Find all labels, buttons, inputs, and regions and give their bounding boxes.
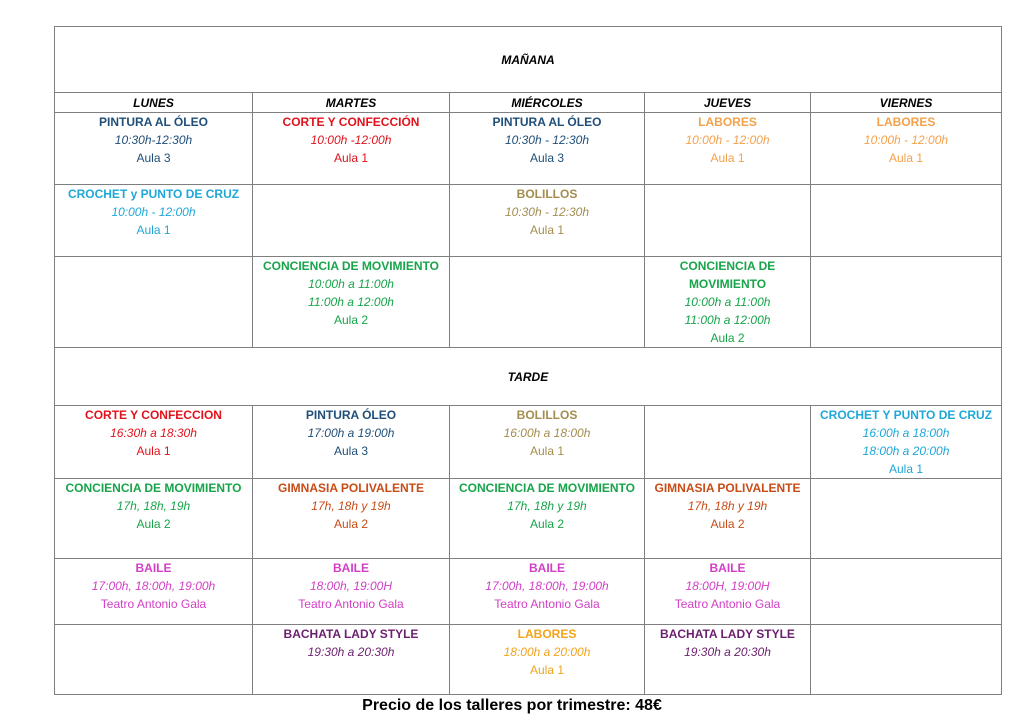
class-title: BACHATA LADY STYLE bbox=[660, 627, 795, 641]
class-title: GIMNASIA POLIVALENTE bbox=[654, 481, 801, 495]
class-cell bbox=[55, 113, 253, 185]
class-time: 16:30h a 18:30h bbox=[110, 426, 197, 440]
empty-cell bbox=[811, 625, 1002, 695]
class-title: PINTURA AL ÓLEO bbox=[99, 115, 208, 129]
empty-cell bbox=[811, 185, 1002, 257]
class-room: Teatro Antonio Gala bbox=[298, 597, 404, 611]
class-title: PINTURA ÓLEO bbox=[305, 408, 397, 422]
class-cell bbox=[55, 185, 253, 257]
afternoon-heading: TARDE bbox=[55, 348, 1002, 406]
class-room: Aula 1 bbox=[136, 223, 171, 237]
class-cell bbox=[450, 559, 645, 625]
class-time: 10:30h - 12:30h bbox=[504, 205, 590, 219]
class-time: 17h, 18h, 19h bbox=[116, 499, 191, 513]
day-header-row bbox=[55, 93, 1002, 113]
class-room: Aula 3 bbox=[333, 444, 369, 458]
class-cell bbox=[253, 479, 450, 559]
class-time: 11:00h a 12:00h bbox=[308, 295, 394, 309]
class-time: 10:00h -12:00h bbox=[310, 133, 392, 147]
class-room: Aula 1 bbox=[136, 444, 171, 458]
day-header: LUNES bbox=[55, 93, 253, 113]
class-time: 10:00h a 11:00h bbox=[684, 295, 771, 309]
class-cell bbox=[253, 406, 450, 479]
class-time: 17h, 18h y 19h bbox=[507, 499, 587, 513]
class-time: 17:00h a 19:00h bbox=[307, 426, 395, 440]
class-time: 19:30h a 20:30h bbox=[684, 645, 771, 659]
class-cell bbox=[645, 625, 811, 695]
class-room: Aula 2 bbox=[333, 313, 369, 327]
class-room: Aula 1 bbox=[529, 444, 565, 458]
class-room: Teatro Antonio Gala bbox=[100, 597, 207, 611]
class-title: CROCHET y PUNTO DE CRUZ bbox=[67, 187, 240, 201]
class-time: 18:00h a 20:00h bbox=[862, 444, 950, 458]
class-cell bbox=[253, 257, 450, 348]
day-header: VIERNES bbox=[811, 93, 1002, 113]
class-title: BACHATA LADY STYLE bbox=[283, 627, 419, 641]
class-cell bbox=[450, 113, 645, 185]
class-time: 11:00h a 12:00h bbox=[684, 313, 771, 327]
class-room: Teatro Antonio Gala bbox=[494, 597, 600, 611]
empty-cell bbox=[253, 185, 450, 257]
class-cell bbox=[645, 479, 811, 559]
class-time: 10:00h - 12:00h bbox=[863, 133, 949, 147]
class-title: LABORES bbox=[517, 627, 577, 641]
class-room: Aula 2 bbox=[529, 517, 565, 531]
class-cell bbox=[811, 406, 1002, 479]
class-room: Aula 2 bbox=[136, 517, 171, 531]
afternoon-row bbox=[55, 479, 1002, 559]
class-time: 17:00h, 18:00h, 19:00h bbox=[91, 579, 216, 593]
afternoon-row bbox=[55, 406, 1002, 479]
class-time: 18:00h a 20:00h bbox=[503, 645, 591, 659]
morning-row bbox=[55, 185, 1002, 257]
day-header: MARTES bbox=[253, 93, 450, 113]
price-footer: Precio de los talleres por trimestre: 48€ bbox=[362, 697, 662, 714]
class-title: CORTE Y CONFECCIÓN bbox=[282, 115, 420, 129]
class-title: CONCIENCIA DE MOVIMIENTO bbox=[262, 259, 439, 273]
class-time: 17:00h, 18:00h, 19:00h bbox=[485, 579, 609, 593]
class-cell bbox=[645, 559, 811, 625]
empty-cell bbox=[450, 257, 645, 348]
empty-cell bbox=[645, 185, 811, 257]
class-room: Aula 1 bbox=[529, 663, 565, 677]
morning-row bbox=[55, 257, 1002, 348]
empty-cell bbox=[811, 257, 1002, 348]
class-time: 18:00H, 19:00H bbox=[685, 579, 770, 593]
class-cell bbox=[450, 185, 645, 257]
class-time: 16:00h a 18:00h bbox=[862, 426, 950, 440]
class-title: CONCIENCIA DE MOVIMIENTO bbox=[679, 259, 776, 291]
class-cell bbox=[450, 406, 645, 479]
morning-heading: MAÑANA bbox=[55, 27, 1002, 93]
class-room: Aula 1 bbox=[889, 151, 924, 165]
class-room: Aula 1 bbox=[889, 462, 924, 476]
class-time: 10:30h-12:30h bbox=[114, 133, 193, 147]
class-title: BAILE bbox=[709, 561, 746, 575]
class-title: CORTE Y CONFECCION bbox=[85, 408, 222, 422]
class-time: 19:30h a 20:30h bbox=[307, 645, 395, 659]
class-room: Aula 1 bbox=[710, 151, 745, 165]
class-cell bbox=[450, 625, 645, 695]
empty-cell bbox=[811, 479, 1002, 559]
class-time: 10:00h - 12:00h bbox=[111, 205, 196, 219]
class-title: CONCIENCIA DE MOVIMIENTO bbox=[65, 481, 242, 495]
day-header: JUEVES bbox=[645, 93, 811, 113]
class-title: BOLILLOS bbox=[516, 187, 578, 201]
class-time: 16:00h a 18:00h bbox=[503, 426, 591, 440]
class-room: Aula 2 bbox=[333, 517, 369, 531]
class-room: Aula 3 bbox=[529, 151, 565, 165]
class-time: 17h, 18h y 19h bbox=[687, 499, 768, 513]
afternoon-row bbox=[55, 625, 1002, 695]
afternoon-row bbox=[55, 559, 1002, 625]
class-title: BAILE bbox=[529, 561, 565, 575]
class-title: BAILE bbox=[135, 561, 172, 575]
class-cell bbox=[55, 406, 253, 479]
class-cell bbox=[55, 479, 253, 559]
class-room: Aula 1 bbox=[333, 151, 369, 165]
empty-cell bbox=[811, 559, 1002, 625]
class-room: Aula 3 bbox=[136, 151, 171, 165]
schedule-table bbox=[54, 26, 1002, 695]
class-cell bbox=[450, 479, 645, 559]
class-room: Aula 2 bbox=[710, 517, 745, 531]
class-time: 18:00h, 19:00H bbox=[309, 579, 393, 593]
empty-cell bbox=[55, 625, 253, 695]
class-time: 10:30h - 12:30h bbox=[504, 133, 590, 147]
class-title: BAILE bbox=[333, 561, 369, 575]
class-time: 10:00h a 11:00h bbox=[308, 277, 394, 291]
empty-cell bbox=[645, 406, 811, 479]
class-title: LABORES bbox=[698, 115, 757, 129]
class-title: PINTURA AL ÓLEO bbox=[492, 115, 602, 129]
class-title: GIMNASIA POLIVALENTE bbox=[277, 481, 424, 495]
class-cell bbox=[253, 559, 450, 625]
morning-row bbox=[55, 113, 1002, 185]
class-time: 10:00h - 12:00h bbox=[685, 133, 770, 147]
class-cell bbox=[253, 113, 450, 185]
class-time: 17h, 18h y 19h bbox=[311, 499, 391, 513]
class-title: CONCIENCIA DE MOVIMIENTO bbox=[458, 481, 635, 495]
class-cell bbox=[645, 257, 811, 348]
class-room: Aula 1 bbox=[529, 223, 565, 237]
empty-cell bbox=[55, 257, 253, 348]
class-cell bbox=[811, 113, 1002, 185]
day-header: MIÉRCOLES bbox=[450, 93, 645, 113]
class-cell bbox=[253, 625, 450, 695]
class-room: Aula 2 bbox=[710, 331, 745, 345]
class-title: CROCHET Y PUNTO DE CRUZ bbox=[820, 408, 993, 422]
class-cell bbox=[645, 113, 811, 185]
class-cell bbox=[55, 559, 253, 625]
class-title: BOLILLOS bbox=[516, 408, 578, 422]
class-title: LABORES bbox=[876, 115, 936, 129]
class-room: Teatro Antonio Gala bbox=[674, 597, 781, 611]
